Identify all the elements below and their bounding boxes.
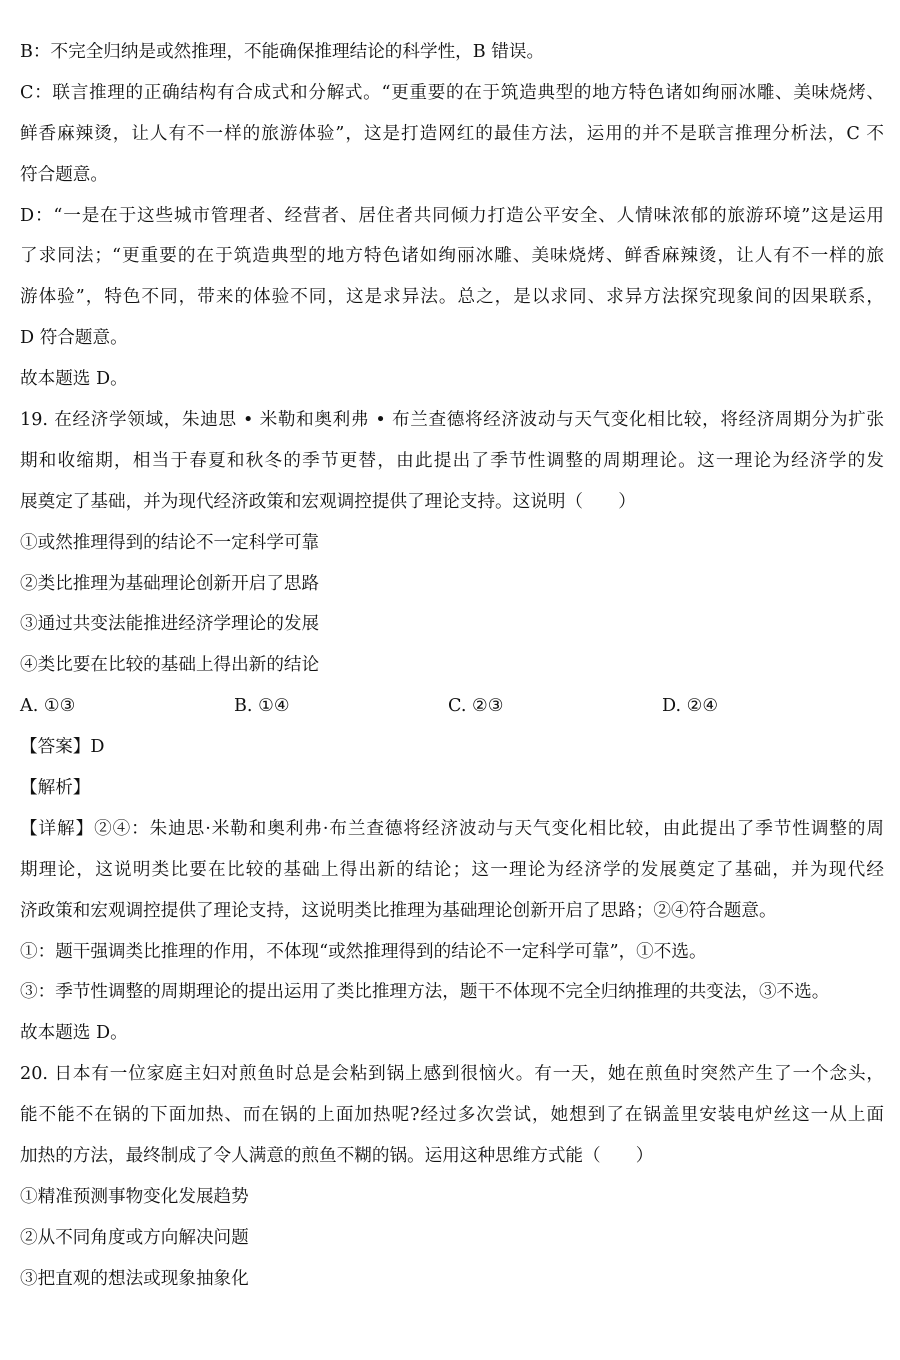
detail-text: 济政策和宏观调控提供了理论支持，这说明类比推理为基础理论创新开启了思路；②④符合题意。 — [20, 900, 777, 921]
question-20-stem: 20. 日本有一位家庭主妇对煎鱼时总是会粘到锅上感到很恼火。有一天，她在煎鱼时突然产生了一个念头， — [20, 1064, 884, 1085]
option-a: A. ①③ — [20, 696, 76, 717]
text-line: 故本题选 D。 — [20, 369, 128, 390]
text-line: 符合题意。 — [20, 164, 108, 185]
statement-1: ①或然推理得到的结论不一定科学可靠 — [20, 532, 320, 553]
statement-3: ③把直观的想法或现象抽象化 — [20, 1268, 249, 1289]
analysis-label: 【解析】 — [20, 778, 91, 799]
option-b: B. ①④ — [234, 696, 290, 717]
text-line: C：联言推理的正确结构有合成式和分解式。“更重要的在于筑造典型的地方特色诸如绚丽冰雕、美味烧烤、 — [20, 82, 884, 103]
detail-text: 【详解】②④：朱迪思·米勒和奥利弗·布兰查德将经济波动与天气变化相比较，由此提出了季节性调整的周 — [20, 818, 884, 839]
statement-3: ③通过共变法能推进经济学理论的发展 — [20, 614, 320, 635]
detail-text: ③：季节性调整的周期理论的提出运用了类比推理方法，题干不体现不完全归纳推理的共变法，③不选。 — [20, 982, 830, 1003]
answer-label: 【答案】D — [20, 737, 105, 758]
text-line: 故本题选 D。 — [20, 1023, 128, 1044]
text-line: D 符合题意。 — [20, 328, 128, 349]
question-20-stem: 加热的方法，最终制成了令人满意的煎鱼不糊的锅。运用这种思维方式能（ ） — [20, 1146, 654, 1167]
answer-options — [20, 686, 884, 727]
option-d: D. ②④ — [662, 696, 719, 717]
statement-2: ②类比推理为基础理论创新开启了思路 — [20, 573, 320, 594]
statement-1: ①精准预测事物变化发展趋势 — [20, 1186, 249, 1207]
question-19-stem: 期和收缩期，相当于春夏和秋冬的季节更替，由此提出了季节性调整的周期理论。这一理论为经济学的发 — [20, 450, 884, 471]
statement-4: ④类比要在比较的基础上得出新的结论 — [20, 655, 320, 676]
question-20-stem: 能不能不在锅的下面加热、而在锅的上面加热呢?经过多次尝试，她想到了在锅盖里安装电炉丝这一从上面 — [20, 1105, 884, 1126]
text-line: D：“一是在于这些城市管理者、经营者、居住者共同倾力打造公平安全、人情味浓郁的旅游环境”这是运用 — [20, 205, 884, 226]
text-line: 了求同法；“更重要的在于筑造典型的地方特色诸如绚丽冰雕、美味烧烤、鲜香麻辣烫，让人有不一样的旅 — [20, 246, 884, 267]
detail-text: 期理论，这说明类比要在比较的基础上得出新的结论；这一理论为经济学的发展奠定了基础，并为现代经 — [20, 859, 884, 880]
question-19-stem: 展奠定了基础，并为现代经济政策和宏观调控提供了理论支持。这说明（ ） — [20, 491, 636, 512]
document-page — [20, 32, 884, 1300]
question-19-stem: 19. 在经济学领域，朱迪思 • 米勒和奥利弗 • 布兰查德将经济波动与天气变化相比较，将经济周期分为扩张 — [20, 410, 884, 431]
statement-2: ②从不同角度或方向解决问题 — [20, 1227, 249, 1248]
option-c: C. ②③ — [448, 696, 504, 717]
text-line: 游体验”，特色不同，带来的体验不同，这是求异法。总之，是以求同、求异方法探究现象间的因果联系， — [20, 287, 884, 308]
text-line: B：不完全归纳是或然推理，不能确保推理结论的科学性，B 错误。 — [20, 42, 545, 62]
detail-text: ①：题干强调类比推理的作用，不体现“或然推理得到的结论不一定科学可靠”，①不选。 — [20, 941, 707, 962]
text-line: 鲜香麻辣烫，让人有不一样的旅游体验”，这是打造网红的最佳方法，运用的并不是联言推理分析法，C 不 — [20, 123, 884, 144]
